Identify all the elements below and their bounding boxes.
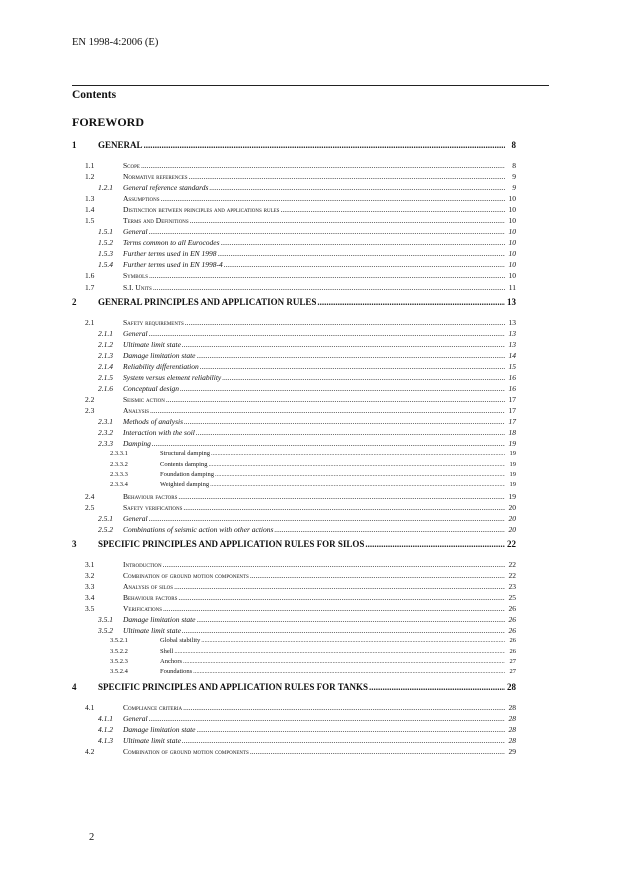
toc-entry-title: Analysis of silos [123, 581, 174, 591]
toc-entry-number: 2 [72, 296, 77, 307]
toc-entry-number: 2.3.3 [98, 439, 113, 449]
toc-entry-title: Analysis [123, 405, 150, 415]
toc-entry-page: 26 [509, 647, 516, 655]
toc-entry[interactable] [72, 460, 516, 470]
toc-entry[interactable] [72, 449, 516, 459]
toc-entry-page: 17 [508, 405, 516, 415]
toc-entry[interactable] [72, 667, 516, 677]
toc-entry-number: 2.1.5 [98, 372, 113, 382]
toc-entry-number: 3.5.2.2 [110, 647, 128, 655]
toc-leader-dots [141, 160, 505, 171]
toc-entry-number: 2.1.3 [98, 350, 113, 360]
toc-leader-dots [182, 625, 505, 636]
toc-entry-page: 23 [508, 581, 516, 591]
toc-entry-number: 3 [72, 538, 77, 549]
toc-entry-page: 16 [508, 383, 516, 393]
toc-leader-dots [178, 592, 505, 603]
toc-entry-page: 10 [508, 249, 516, 259]
table-of-contents [72, 136, 516, 757]
toc-entry[interactable] [72, 524, 516, 535]
toc-entry-page: 25 [508, 593, 516, 603]
toc-entry-page: 19 [508, 491, 516, 501]
toc-entry-page: 28 [508, 724, 516, 734]
toc-leader-dots [193, 667, 505, 677]
toc-entry-number: 1.5 [85, 216, 95, 226]
toc-entry[interactable] [72, 647, 516, 657]
toc-entry-title: Damping [123, 439, 151, 449]
toc-leader-dots [163, 603, 505, 614]
toc-entry[interactable] [72, 724, 516, 735]
foreword-heading: FOREWORD [72, 115, 144, 129]
toc-leader-dots [144, 138, 505, 152]
toc-entry[interactable] [72, 427, 516, 438]
toc-entry-title: Conceptual design [123, 383, 180, 393]
toc-entry-number: 1.4 [85, 205, 95, 215]
toc-entry[interactable] [72, 470, 516, 480]
toc-entry-page: 16 [508, 372, 516, 382]
toc-entry[interactable] [72, 678, 516, 702]
toc-entry-title: SPECIFIC PRINCIPLES AND APPLICATION RULES FOR SILOS [98, 538, 365, 549]
toc-entry-title: Compliance criteria [123, 702, 183, 712]
page-number: 2 [89, 832, 95, 843]
toc-entry-page: 10 [508, 260, 516, 270]
toc-entry-number: 1.5.3 [98, 249, 113, 259]
toc-entry-title: Distinction between principles and applications rules [123, 205, 280, 215]
toc-entry-number: 1.2 [85, 172, 95, 182]
toc-leader-dots [163, 559, 505, 570]
toc-entry-number: 2.4 [85, 491, 95, 501]
toc-leader-dots [369, 680, 505, 694]
toc-entry-page: 22 [507, 538, 516, 549]
toc-entry-title: Damage limitation state [123, 615, 196, 625]
toc-entry[interactable] [72, 570, 516, 581]
toc-leader-dots [250, 570, 505, 581]
toc-entry-number: 2.2 [85, 394, 95, 404]
toc-entry[interactable] [72, 237, 516, 248]
toc-entry-page: 10 [508, 194, 516, 204]
toc-entry[interactable] [72, 713, 516, 724]
toc-entry-number: 1.3 [85, 194, 95, 204]
toc-entry-title: Safety requirements [123, 317, 184, 327]
toc-leader-dots [197, 724, 506, 735]
toc-entry-number: 2.3.3.3 [110, 470, 128, 478]
toc-leader-dots [174, 581, 505, 592]
toc-entry-number: 2.3.3.4 [110, 481, 128, 489]
toc-entry[interactable] [72, 182, 516, 193]
toc-entry-page: 27 [509, 657, 516, 665]
toc-entry-number: 1.5.1 [98, 227, 113, 237]
toc-leader-dots [149, 328, 505, 339]
toc-entry-number: 2.3.3.1 [110, 450, 128, 458]
header-rule [72, 85, 549, 86]
toc-entry-title: Introduction [123, 559, 162, 569]
toc-entry-page: 28 [507, 681, 516, 692]
toc-entry[interactable] [72, 535, 516, 559]
toc-entry-title: Seismic action [123, 394, 165, 404]
toc-entry-number: 3.5 [85, 604, 95, 614]
toc-entry-number: 4.1.3 [98, 735, 113, 745]
toc-entry-title: Further terms used in EN 1998-4 [123, 260, 223, 270]
toc-entry[interactable] [72, 513, 516, 524]
toc-leader-dots [149, 713, 505, 724]
toc-entry-title: Anchors [160, 657, 183, 665]
toc-entry-number: 1.5.2 [98, 238, 113, 248]
toc-entry-page: 10 [508, 271, 516, 281]
toc-leader-dots [197, 350, 506, 361]
toc-entry-title: Assumptions [123, 194, 160, 204]
toc-entry[interactable] [72, 215, 516, 226]
toc-entry-title: Scope [123, 161, 140, 170]
toc-entry-number: 1 [72, 140, 77, 150]
toc-entry-title: Terms and Definitions [123, 216, 189, 226]
toc-entry-page: 26 [509, 637, 516, 645]
toc-entry-page: 26 [508, 604, 516, 614]
toc-leader-dots [200, 361, 505, 372]
toc-entry[interactable] [72, 193, 516, 204]
toc-entry[interactable] [72, 328, 516, 339]
toc-leader-dots [196, 427, 505, 438]
toc-leader-dots [280, 204, 505, 215]
toc-entry-page: 8 [511, 140, 516, 150]
toc-entry-number: 3.3 [85, 581, 95, 591]
toc-entry-title: General [123, 227, 148, 237]
toc-entry-title: Combination of ground motion components [123, 746, 249, 756]
toc-leader-dots [189, 171, 505, 182]
toc-entry-title: Damage limitation state [123, 350, 196, 360]
toc-leader-dots [183, 502, 505, 513]
toc-entry-number: 2.5.2 [98, 524, 113, 534]
toc-entry-number: 3.5.1 [98, 615, 113, 625]
toc-entry-page: 13 [508, 328, 516, 338]
toc-entry-number: 2.1 [85, 317, 95, 327]
toc-entry-number: 2.1.4 [98, 361, 113, 371]
toc-entry-page: 11 [508, 282, 516, 292]
toc-entry[interactable] [72, 339, 516, 350]
toc-entry-page: 22 [508, 570, 516, 580]
toc-entry-title: Behaviour factors [123, 593, 178, 603]
toc-entry[interactable] [72, 581, 516, 592]
toc-entry[interactable] [72, 416, 516, 427]
toc-entry[interactable] [72, 361, 516, 372]
toc-entry[interactable] [72, 372, 516, 383]
toc-entry-page: 19 [509, 470, 516, 478]
toc-entry-page: 10 [508, 216, 516, 226]
toc-entry-number: 1.7 [85, 282, 95, 292]
toc-entry-title: Ultimate limit state [123, 735, 181, 745]
toc-leader-dots [180, 383, 505, 394]
toc-entry-page: 19 [509, 460, 516, 468]
toc-leader-dots [166, 394, 505, 405]
toc-leader-dots [185, 317, 505, 328]
toc-entry-page: 19 [509, 450, 516, 458]
toc-leader-dots [182, 339, 505, 350]
toc-entry[interactable] [72, 204, 516, 215]
toc-entry[interactable] [72, 746, 516, 757]
toc-entry-page: 9 [512, 183, 516, 193]
toc-entry-title: System versus element reliability [123, 372, 222, 382]
toc-entry-number: 2.3.2 [98, 428, 113, 438]
toc-entry-number: 3.4 [85, 593, 95, 603]
toc-leader-dots [218, 248, 505, 259]
toc-entry-number: 2.1.2 [98, 339, 113, 349]
toc-entry-title: SPECIFIC PRINCIPLES AND APPLICATION RULES FOR TANKS [98, 681, 369, 692]
toc-leader-dots [221, 237, 505, 248]
toc-entry-title: Ultimate limit state [123, 626, 181, 636]
toc-entry-title: Ultimate limit state [123, 339, 181, 349]
toc-entry[interactable] [72, 480, 516, 490]
toc-entry[interactable] [72, 592, 516, 603]
toc-entry-title: Global stability [160, 637, 201, 645]
toc-leader-dots [149, 513, 505, 524]
toc-entry-title: Terms common to all Eurocodes [123, 238, 220, 248]
toc-entry[interactable] [72, 293, 516, 317]
toc-entry-page: 15 [508, 361, 516, 371]
toc-entry-page: 14 [508, 350, 516, 360]
toc-leader-dots [274, 524, 505, 535]
toc-entry-title: Normative references [123, 172, 188, 182]
toc-entry-number: 3.2 [85, 570, 95, 580]
toc-entry-page: 20 [508, 502, 516, 512]
toc-entry-title: GENERAL [98, 140, 143, 150]
toc-leader-dots [224, 259, 505, 270]
toc-entry[interactable] [72, 657, 516, 667]
toc-entry-page: 26 [508, 615, 516, 625]
toc-entry-number: 1.1 [85, 161, 95, 170]
toc-entry[interactable] [72, 735, 516, 746]
toc-entry-page: 29 [508, 746, 516, 756]
toc-entry[interactable] [72, 248, 516, 259]
toc-entry-page: 13 [508, 339, 516, 349]
toc-entry-number: 4.1 [85, 702, 95, 712]
toc-leader-dots [197, 614, 506, 625]
toc-entry-number: 2.5.1 [98, 513, 113, 523]
toc-entry-title: Methods of analysis [123, 416, 183, 426]
toc-leader-dots [182, 735, 505, 746]
toc-entry-number: 3.5.2.4 [110, 668, 128, 676]
toc-entry-number: 4.2 [85, 746, 95, 756]
toc-entry-page: 13 [508, 317, 516, 327]
toc-entry-number: 4 [72, 681, 77, 692]
toc-entry[interactable] [72, 405, 516, 416]
toc-leader-dots [152, 438, 505, 449]
toc-leader-dots [211, 449, 505, 459]
toc-leader-dots [150, 405, 505, 416]
toc-entry-page: 9 [512, 172, 516, 182]
toc-entry-title: Foundation damping [160, 470, 214, 478]
contents-title: Contents [72, 89, 117, 101]
toc-leader-dots [183, 702, 505, 713]
toc-entry-number: 2.3 [85, 405, 95, 415]
toc-entry-title: Foundations [160, 668, 193, 676]
toc-leader-dots [161, 193, 505, 204]
toc-entry-number: 2.3.1 [98, 416, 113, 426]
toc-leader-dots [190, 215, 505, 226]
toc-entry-title: Further terms used in EN 1998 [123, 249, 217, 259]
toc-entry-number: 3.5.2.3 [110, 657, 128, 665]
toc-entry-number: 2.5 [85, 502, 95, 512]
toc-entry[interactable] [72, 171, 516, 182]
toc-entry-page: 26 [508, 626, 516, 636]
toc-entry-title: General [123, 713, 148, 723]
toc-entry[interactable] [72, 603, 516, 614]
toc-entry-number: 3.5.2.1 [110, 637, 128, 645]
toc-entry-page: 17 [508, 394, 516, 404]
toc-leader-dots [210, 480, 505, 490]
toc-entry-title: Damage limitation state [123, 724, 196, 734]
toc-leader-dots [153, 282, 505, 293]
toc-entry[interactable] [72, 136, 516, 160]
toc-leader-dots [149, 270, 505, 281]
toc-entry-title: General [123, 328, 148, 338]
toc-entry-number: 2.3.3.2 [110, 460, 128, 468]
toc-leader-dots [222, 372, 505, 383]
toc-entry-title: S.I. Units [123, 282, 152, 292]
toc-leader-dots [183, 657, 505, 667]
toc-entry-number: 3.1 [85, 559, 95, 569]
toc-entry[interactable] [72, 438, 516, 449]
document-id: EN 1998-4:2006 (E) [72, 37, 159, 48]
toc-leader-dots [149, 226, 505, 237]
toc-entry-page: 19 [509, 481, 516, 489]
toc-entry[interactable] [72, 383, 516, 394]
toc-entry-title: GENERAL PRINCIPLES AND APPLICATION RULES [98, 296, 317, 307]
toc-entry-page: 28 [508, 713, 516, 723]
toc-entry-title: Verifications [123, 604, 163, 614]
toc-leader-dots [174, 647, 505, 657]
toc-entry[interactable] [72, 559, 516, 570]
toc-entry-number: 3.5.2 [98, 626, 113, 636]
toc-leader-dots [215, 470, 505, 480]
toc-entry-title: Weighted damping [160, 481, 210, 489]
toc-entry-title: Contents damping [160, 460, 208, 468]
toc-entry[interactable] [72, 614, 516, 625]
toc-leader-dots [208, 460, 505, 470]
toc-entry-page: 28 [508, 735, 516, 745]
toc-entry-title: Combination of ground motion components [123, 570, 249, 580]
toc-entry[interactable] [72, 394, 516, 405]
toc-entry-number: 2.1.6 [98, 383, 113, 393]
toc-entry-title: General [123, 513, 148, 523]
toc-entry-number: 2.1.1 [98, 328, 113, 338]
toc-entry-title: Interaction with the soil [123, 428, 195, 438]
toc-entry-number: 1.6 [85, 271, 95, 281]
toc-entry-title: Safety verifications [123, 502, 183, 512]
toc-entry[interactable] [72, 282, 516, 293]
toc-entry-page: 10 [508, 227, 516, 237]
toc-entry[interactable] [72, 259, 516, 270]
toc-entry-page: 22 [508, 559, 516, 569]
toc-entry-page: 17 [508, 416, 516, 426]
toc-entry-page: 13 [507, 296, 516, 307]
toc-entry-title: Symbols [123, 271, 149, 281]
toc-entry-number: 1.5.4 [98, 260, 113, 270]
toc-entry-number: 4.1.2 [98, 724, 113, 734]
toc-entry-page: 27 [509, 668, 516, 676]
toc-entry-title: Reliability differentiation [123, 361, 199, 371]
toc-entry-page: 28 [508, 702, 516, 712]
toc-entry[interactable] [72, 350, 516, 361]
toc-entry[interactable] [72, 502, 516, 513]
toc-leader-dots [250, 746, 505, 757]
toc-leader-dots [201, 636, 505, 646]
toc-entry-page: 20 [508, 513, 516, 523]
toc-leader-dots [317, 295, 505, 309]
toc-entry-page: 18 [508, 428, 516, 438]
toc-entry-page: 19 [508, 439, 516, 449]
toc-leader-dots [209, 182, 505, 193]
toc-entry-title: Combinations of seismic action with other actions [123, 524, 274, 534]
toc-entry[interactable] [72, 702, 516, 713]
toc-entry[interactable] [72, 270, 516, 281]
toc-entry-title: Structural damping [160, 450, 211, 458]
toc-entry-page: 20 [508, 524, 516, 534]
toc-entry[interactable] [72, 636, 516, 646]
toc-entry-title: General reference standards [123, 183, 209, 193]
toc-leader-dots [184, 416, 505, 427]
toc-entry-page: 10 [508, 238, 516, 248]
toc-entry[interactable] [72, 625, 516, 636]
toc-entry[interactable] [72, 160, 516, 171]
toc-entry-page: 10 [508, 205, 516, 215]
toc-leader-dots [178, 491, 505, 502]
toc-entry[interactable] [72, 226, 516, 237]
toc-entry-title: Shell [160, 647, 174, 655]
toc-entry-number: 1.2.1 [98, 183, 113, 193]
toc-entry[interactable] [72, 317, 516, 328]
toc-entry-title: Behaviour factors [123, 491, 178, 501]
toc-entry[interactable] [72, 491, 516, 502]
toc-leader-dots [365, 537, 505, 551]
toc-entry-number: 4.1.1 [98, 713, 113, 723]
toc-entry-page: 8 [512, 161, 516, 170]
